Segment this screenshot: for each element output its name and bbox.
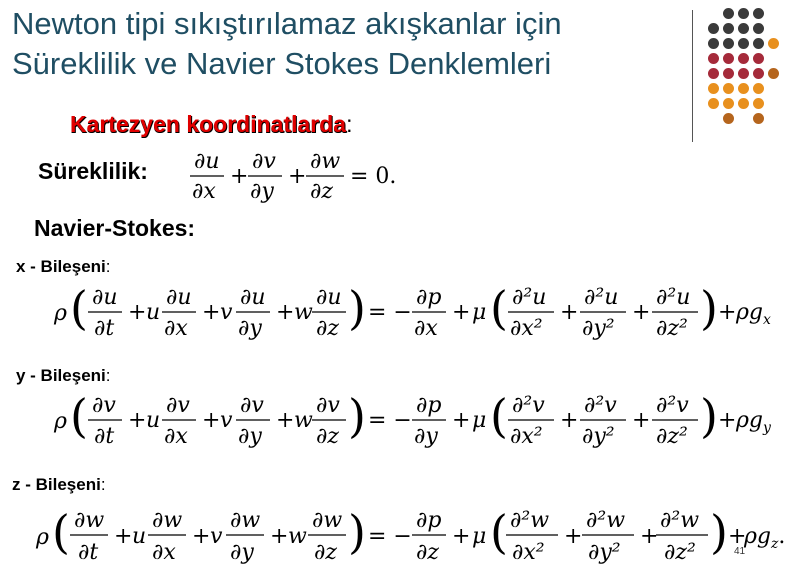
decorative-dot (738, 98, 749, 109)
y-component-colon: : (105, 366, 111, 385)
svg-text:∂u: ∂u (92, 285, 118, 310)
svg-text:∂²v: ∂²v (512, 393, 545, 418)
x-component-label (16, 257, 111, 277)
title-divider (692, 10, 693, 142)
decorative-dot (753, 68, 764, 79)
svg-text:∂x: ∂x (164, 316, 188, 341)
svg-text:∂t: ∂t (78, 540, 99, 565)
svg-text:+: + (452, 408, 471, 433)
svg-text:+: + (128, 300, 147, 325)
decorative-dot (708, 83, 719, 94)
svg-text:∂x²: ∂x² (512, 540, 545, 565)
decorative-dot (723, 53, 734, 64)
svg-text:): ) (700, 389, 718, 443)
svg-text:+: + (452, 300, 471, 325)
svg-text:∂w: ∂w (230, 508, 261, 533)
decorative-dot (723, 38, 734, 49)
svg-text:∂z: ∂z (316, 316, 339, 341)
svg-text:+: + (632, 408, 651, 433)
svg-text:∂²v: ∂²v (584, 393, 617, 418)
svg-text:∂y: ∂y (414, 424, 438, 449)
decorative-dot (738, 8, 749, 19)
svg-text:∂x: ∂x (414, 316, 438, 341)
svg-text:∂²v: ∂²v (656, 393, 689, 418)
x-component-text: x - Bileşeni (16, 257, 106, 276)
decorative-dot (723, 23, 734, 34)
svg-text:∂x: ∂x (164, 424, 188, 449)
svg-text:+: + (728, 524, 747, 549)
x-component-colon: : (105, 257, 111, 276)
decorative-dot (723, 68, 734, 79)
svg-text:μ: μ (472, 524, 487, 549)
z-component-text: z - Bileşeni (12, 475, 101, 494)
decorative-dot (738, 83, 749, 94)
svg-text:∂u: ∂u (316, 285, 342, 310)
svg-text:∂z: ∂z (316, 424, 339, 449)
svg-text:(: ( (490, 389, 508, 443)
svg-text:∂y²: ∂y² (582, 316, 615, 341)
y-component-label (16, 366, 111, 386)
svg-text:μ: μ (472, 408, 487, 433)
svg-text:∂y²: ∂y² (588, 540, 621, 565)
svg-text:∂y: ∂y (238, 424, 262, 449)
slide-title (12, 4, 672, 84)
decorative-dot (723, 98, 734, 109)
decorative-dot (768, 68, 779, 79)
svg-text:∂y: ∂y (238, 316, 262, 341)
svg-text:∂w: ∂w (312, 508, 343, 533)
svg-text:): ) (348, 389, 366, 443)
title-line-1: Newton tipi sıkıştırılamaz akışkanlar için (12, 6, 562, 41)
svg-text:u: u (132, 524, 147, 549)
decorative-dot (753, 38, 764, 49)
decorative-dot (723, 8, 734, 19)
svg-text:+: + (202, 408, 221, 433)
navier-stokes-label: Navier-Stokes: (34, 215, 196, 241)
svg-text:∂²u: ∂²u (512, 285, 547, 310)
svg-text:+: + (202, 300, 221, 325)
z-component-label (12, 475, 106, 495)
svg-text:∂u: ∂u (166, 285, 192, 310)
svg-text:∂p: ∂p (416, 393, 442, 418)
svg-text:(: ( (70, 281, 88, 335)
svg-text:= −: = − (368, 300, 412, 325)
decorative-dot (708, 53, 719, 64)
svg-text:+: + (718, 300, 737, 325)
svg-text:w: w (294, 408, 313, 433)
svg-text:+: + (128, 408, 147, 433)
svg-text:+: + (270, 524, 289, 549)
svg-text:∂z: ∂z (314, 540, 337, 565)
svg-text:∂p: ∂p (416, 285, 442, 310)
decorative-dot (753, 23, 764, 34)
svg-text:∂z: ∂z (310, 179, 333, 204)
svg-text:∂y: ∂y (250, 179, 274, 204)
svg-text:+: + (230, 164, 249, 189)
svg-text:(: ( (490, 505, 508, 559)
svg-text:∂w: ∂w (152, 508, 183, 533)
svg-text:+: + (560, 300, 579, 325)
svg-text:+: + (564, 524, 583, 549)
svg-text:∂v: ∂v (166, 393, 190, 418)
svg-text:+: + (632, 300, 651, 325)
svg-text:+: + (718, 408, 737, 433)
svg-text:= −: = − (368, 408, 412, 433)
svg-text:ρgz.: $\rho g_z$. (744, 524, 786, 552)
svg-text:μ: μ (472, 300, 487, 325)
svg-text:∂y: ∂y (230, 540, 254, 565)
svg-text:ρ: ρ (54, 409, 67, 434)
svg-text:+: + (192, 524, 211, 549)
svg-text:ρ: ρ (54, 301, 67, 326)
page-number: 41 (734, 546, 746, 557)
svg-text:∂²u: ∂²u (584, 285, 619, 310)
svg-text:(: ( (490, 281, 508, 335)
decorative-dot (708, 68, 719, 79)
decorative-dot (753, 113, 764, 124)
cartesian-heading-text: Kartezyen koordinatlarda (70, 111, 347, 137)
svg-text:v: v (220, 300, 233, 325)
svg-text:w: w (294, 300, 313, 325)
svg-text:w: w (288, 524, 307, 549)
y-momentum-equation (54, 388, 774, 454)
svg-text:∂²w: ∂²w (510, 508, 550, 533)
svg-text:∂v: ∂v (252, 149, 276, 174)
svg-text:∂u: ∂u (240, 285, 266, 310)
svg-text:∂²w: ∂²w (660, 508, 700, 533)
svg-text:(: ( (70, 389, 88, 443)
decorative-dot (723, 113, 734, 124)
svg-text:∂t: ∂t (94, 424, 115, 449)
svg-text:u: u (146, 300, 161, 325)
title-line-2: Süreklilik ve Navier Stokes Denklemleri (12, 46, 552, 81)
cartesian-heading-colon: : (346, 111, 353, 137)
svg-text:v: v (220, 408, 233, 433)
svg-text:∂t: ∂t (94, 316, 115, 341)
decorative-dot (708, 38, 719, 49)
svg-text:∂y²: ∂y² (582, 424, 615, 449)
svg-text:∂w: ∂w (74, 508, 105, 533)
svg-text:∂z²: ∂z² (656, 316, 688, 341)
svg-text:∂p: ∂p (416, 508, 442, 533)
svg-text:∂z: ∂z (416, 540, 439, 565)
svg-text:∂x²: ∂x² (510, 316, 543, 341)
svg-text:+: + (560, 408, 579, 433)
svg-text:∂z²: ∂z² (664, 540, 696, 565)
svg-text:∂x: ∂x (192, 179, 216, 204)
svg-text:): ) (348, 505, 366, 559)
decorative-dot (738, 38, 749, 49)
svg-text:∂v: ∂v (316, 393, 340, 418)
svg-text:= −: = − (368, 524, 412, 549)
cartesian-heading (70, 111, 352, 138)
decorative-dot (753, 53, 764, 64)
decorative-dot (738, 23, 749, 34)
svg-text:ρ: ρ (36, 525, 49, 550)
svg-text:(: ( (52, 505, 70, 559)
svg-text:): ) (700, 281, 718, 335)
svg-text:∂v: ∂v (92, 393, 116, 418)
svg-text:u: u (146, 408, 161, 433)
z-momentum-equation (32, 502, 784, 570)
svg-text:+: + (114, 524, 133, 549)
svg-text:): ) (710, 505, 728, 559)
decorative-dot (708, 23, 719, 34)
svg-text:): ) (348, 281, 366, 335)
svg-text:∂w: ∂w (310, 149, 341, 174)
svg-text:+: + (276, 408, 295, 433)
decorative-dot (723, 83, 734, 94)
svg-text:∂²u: ∂²u (656, 285, 691, 310)
svg-text:+: + (452, 524, 471, 549)
svg-text:∂v: ∂v (240, 393, 264, 418)
svg-text:∂²w: ∂²w (586, 508, 626, 533)
svg-text:v: v (210, 524, 223, 549)
svg-text:ρgy: $\rho g_y$ (736, 408, 771, 436)
decorative-dot (753, 83, 764, 94)
svg-text:ρgx: $\rho g_x$ (736, 300, 771, 328)
continuity-equation (186, 146, 406, 206)
continuity-label: Süreklilik: (38, 158, 148, 184)
y-component-text: y - Bileşeni (16, 366, 106, 385)
decorative-dot (768, 38, 779, 49)
decorative-dot (738, 53, 749, 64)
decorative-dot (708, 98, 719, 109)
decorative-dot (753, 8, 764, 19)
decorative-dot (753, 98, 764, 109)
svg-text:= 0.: = 0. (350, 164, 397, 189)
svg-text:∂x²: ∂x² (510, 424, 543, 449)
svg-text:∂z²: ∂z² (656, 424, 688, 449)
svg-text:+: + (288, 164, 307, 189)
x-momentum-equation (54, 280, 774, 346)
svg-text:∂x: ∂x (152, 540, 176, 565)
decorative-dot (738, 68, 749, 79)
z-component-colon: : (100, 475, 106, 494)
svg-text:+: + (640, 524, 659, 549)
svg-text:∂u: ∂u (194, 149, 220, 174)
svg-text:+: + (276, 300, 295, 325)
